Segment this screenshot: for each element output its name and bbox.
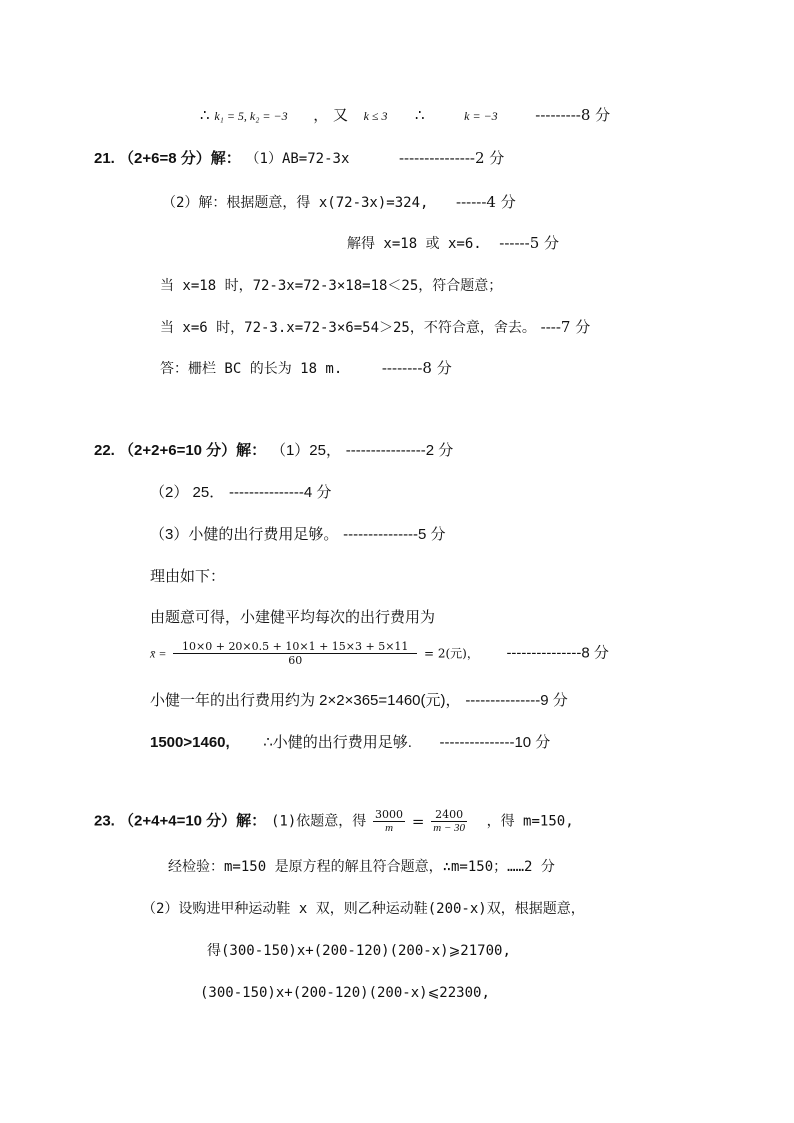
score-mark: ---------------10 分	[439, 734, 551, 751]
q22-part3-line	[150, 524, 446, 545]
fraction-numerator: 2400	[431, 808, 467, 822]
fraction-denominator: m − 30	[433, 822, 466, 834]
q22-part2-line	[150, 482, 331, 503]
score-mark: ---------8 分	[535, 106, 611, 124]
q21-header: 21. （2+6=8 分）解：	[94, 150, 241, 167]
mean-result: = 2(元)，	[424, 646, 479, 661]
q23-part1: (1)依题意，得	[270, 813, 367, 830]
q23-inequality-2: (300-150)x+(200-120)(200-x)⩽22300,	[200, 985, 490, 1001]
roots-expression: k₁ = 5, k₂ = −3	[214, 109, 288, 123]
q22-header-line	[94, 440, 453, 461]
score-mark: ----7 分	[540, 318, 591, 336]
score-mark: ---------------9 分	[465, 692, 568, 709]
q21-answer: 答：栅栏 BC 的长为 18 m.	[160, 361, 343, 377]
q22-comparison: 1500>1460,	[150, 734, 230, 751]
score-mark: ---------------5 分	[343, 526, 446, 543]
q22-conclusion-line	[150, 732, 550, 753]
q22-yearly-cost: 小健一年的出行费用约为 2×2×365=1460(元)，	[150, 692, 461, 709]
score-mark: ---------------4 分	[228, 484, 332, 501]
q22-yearly-line	[150, 690, 568, 711]
q22-reason: 理由如下：	[150, 568, 226, 585]
q23-check-line	[168, 856, 555, 877]
q21-part2: （2）解：根据题意，得 x(72-3x)=324,	[162, 195, 429, 211]
q23-header-line	[94, 808, 574, 835]
q23-inequality-1: 得(300-150)x+(200-120)(200-x)⩾21700,	[207, 943, 511, 959]
q21-part2-line	[162, 192, 516, 213]
fraction-denominator: 60	[288, 654, 303, 667]
q21-case2: 当 x=6 时，72-3.x=72-3×6=54＞25，不符合意，舍去。	[160, 320, 536, 336]
q22-part1: （1）25，	[270, 442, 341, 459]
q21-case2-line	[160, 317, 590, 338]
q21-case1-line	[160, 275, 502, 296]
score-mark: ---------------8 分	[506, 644, 609, 662]
prev-line	[200, 105, 610, 126]
equals-sign: =	[411, 812, 425, 831]
q23-part2: （2）设购进甲种运动鞋 x 双，则乙种运动鞋(200-x)双，根据题意，	[142, 901, 585, 917]
q21-solve: 解得 x=18 或 x=6.	[347, 236, 482, 252]
q22-part3: （3）小健的出行费用足够。	[150, 526, 339, 543]
fraction-denominator: m	[385, 822, 394, 834]
q22-reason-line	[150, 566, 225, 587]
q22-header: 22. （2+2+6=10 分）解：	[94, 442, 267, 459]
condition-expression: k ≤ 3	[363, 109, 388, 123]
mean-fraction	[173, 640, 417, 667]
q21-part1: （1）AB=72-3x	[245, 151, 350, 167]
mean-symbol: x̄ =	[150, 646, 167, 661]
q22-intro-line	[150, 607, 435, 628]
fraction-numerator: 3000	[375, 808, 404, 821]
q23-ineq1-line	[207, 940, 511, 961]
score-mark: ----------------2 分	[345, 442, 454, 459]
fraction-2400-m-30	[431, 808, 467, 835]
q21-solve-line	[347, 233, 559, 254]
score-mark: ------4 分	[456, 193, 516, 211]
q23-part1-result: ，得 m=150,	[486, 813, 574, 830]
q23-check: 经检验：m=150 是原方程的解且符合题意，∴m=150；……2 分	[168, 859, 555, 875]
q23-header: 23. （2+4+4=10 分）解：	[94, 812, 267, 830]
q23-part2-line	[142, 898, 585, 919]
q21-answer-line	[160, 358, 452, 379]
score-mark: --------8 分	[381, 359, 452, 377]
q23-ineq2-line	[200, 982, 490, 1003]
q22-mean-line	[150, 640, 609, 667]
also-word: 又	[332, 106, 348, 124]
q21-header-line	[94, 148, 504, 169]
score-mark: ------5 分	[499, 234, 560, 252]
therefore-symbol: ∴	[200, 106, 210, 124]
fraction-3000-m	[373, 808, 405, 835]
comma: ，	[313, 106, 329, 124]
q21-case1: 当 x=18 时，72-3x=72-3×18=18＜25，符合题意；	[160, 278, 503, 294]
q22-intro: 由题意可得，小建健平均每次的出行费用为	[150, 609, 436, 626]
result-expression: k = −3	[464, 109, 498, 123]
score-mark: ---------------2 分	[398, 149, 505, 167]
fraction-numerator: 10×0 + 20×0.5 + 10×1 + 15×3 + 5×11	[173, 640, 417, 654]
q22-conclusion: ∴小健的出行费用足够.	[263, 734, 412, 751]
q22-part2: （2） 25．	[150, 484, 225, 501]
therefore-symbol: ∴	[415, 106, 425, 124]
